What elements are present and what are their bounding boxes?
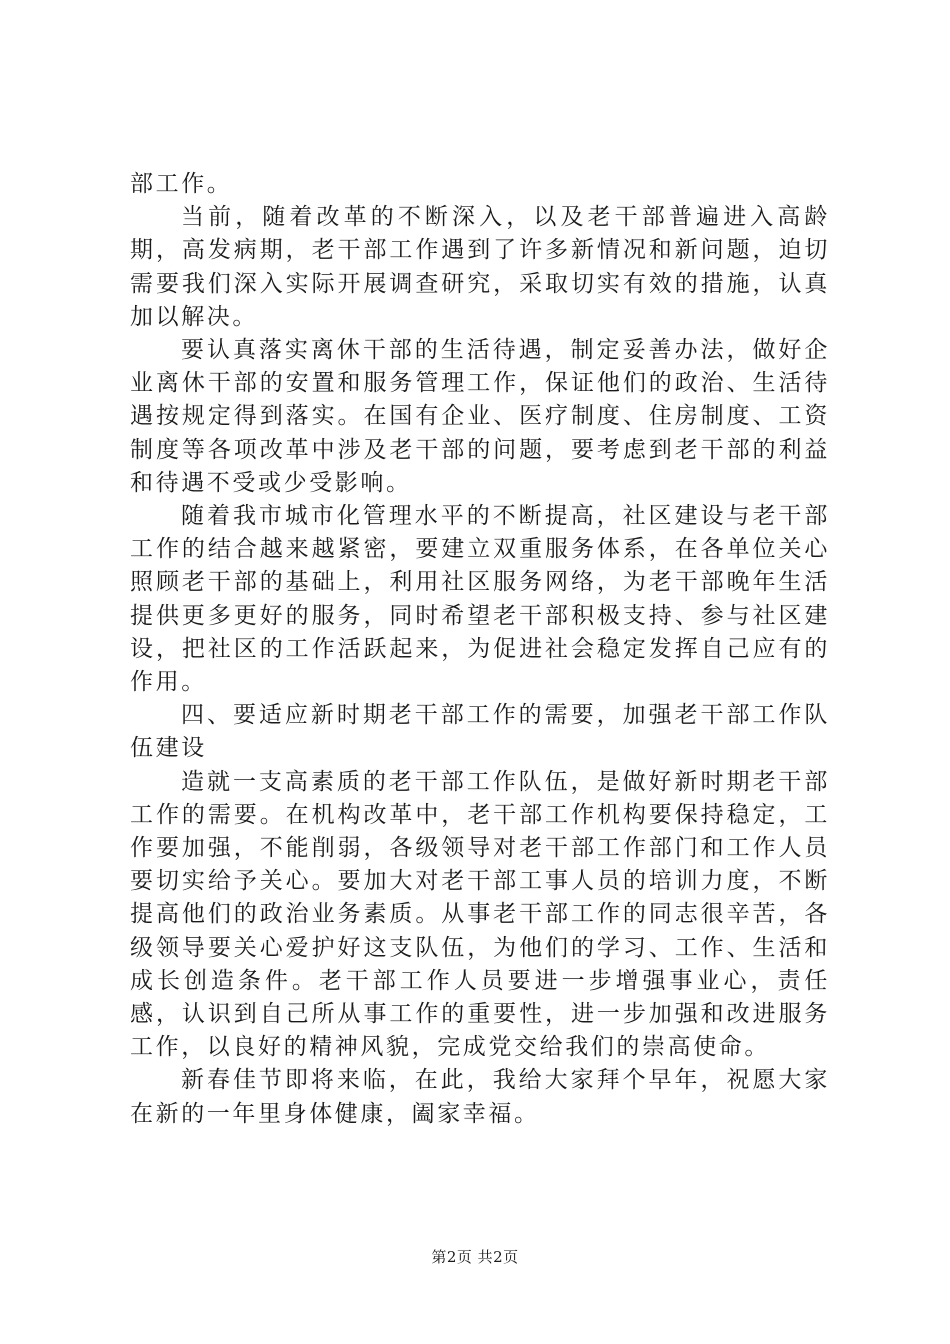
section-heading-4: 四、要适应新时期老干部工作的需要，加强老干部工作队伍建设: [130, 702, 830, 762]
page-number-footer: 第2页 共2页: [431, 1248, 519, 1266]
paragraph-1: 部工作。: [130, 171, 233, 197]
paragraph-6: 新春佳节即将来临，在此，我给大家拜个早年，祝愿大家在新的一年里身体健康，阖家幸福。: [130, 1067, 830, 1127]
paragraph-2: 当前，随着改革的不断深入，以及老干部普遍进入高龄期，高发病期，老干部工作遇到了许多新情况和新问题，迫切需要我们深入实际开展调查研究，采取切实有效的措施，认真加以解决。: [130, 204, 830, 330]
paragraph-5: 造就一支高素质的老干部工作队伍，是做好新时期老干部工作的需要。在机构改革中，老干部工作机构要保持稳定，工作要加强，不能削弱，各级领导对老干部工作部门和工作人员要切实给予关心。要加大对老干部工事人员的培训力度，不断提高他们的政治业务素质。从事老干部工作的同志很辛苦，各级领导要关心爱护好这支队伍，为他们的学习、工作、生活和成长创造条件。老干部工作人员要进一步增强事业心，责任感，认识到自己所从事工作的重要性，进一步加强和改进服务工作，以良好的精神风貌，完成党交给我们的崇高使命。: [130, 768, 830, 1061]
paragraph-4: 随着我市城市化管理水平的不断提高，社区建设与老干部工作的结合越来越紧密，要建立双重服务体系，在各单位关心照顾老干部的基础上，利用社区服务网络，为老干部晚年生活提供更多更好的服务，同时希望老干部积极支持、参与社区建设，把社区的工作活跃起来，为促进社会稳定发挥自己应有的作用。: [130, 503, 830, 696]
paragraph-3: 要认真落实离休干部的生活待遇，制定妥善办法，做好企业离休干部的安置和服务管理工作，保证他们的政治、生活待遇按规定得到落实。在国有企业、医疗制度、住房制度、工资制度等各项改革中涉及老干部的问题，要考虑到老干部的利益和待遇不受或少受影响。: [130, 337, 830, 496]
body-text: [130, 168, 830, 1131]
